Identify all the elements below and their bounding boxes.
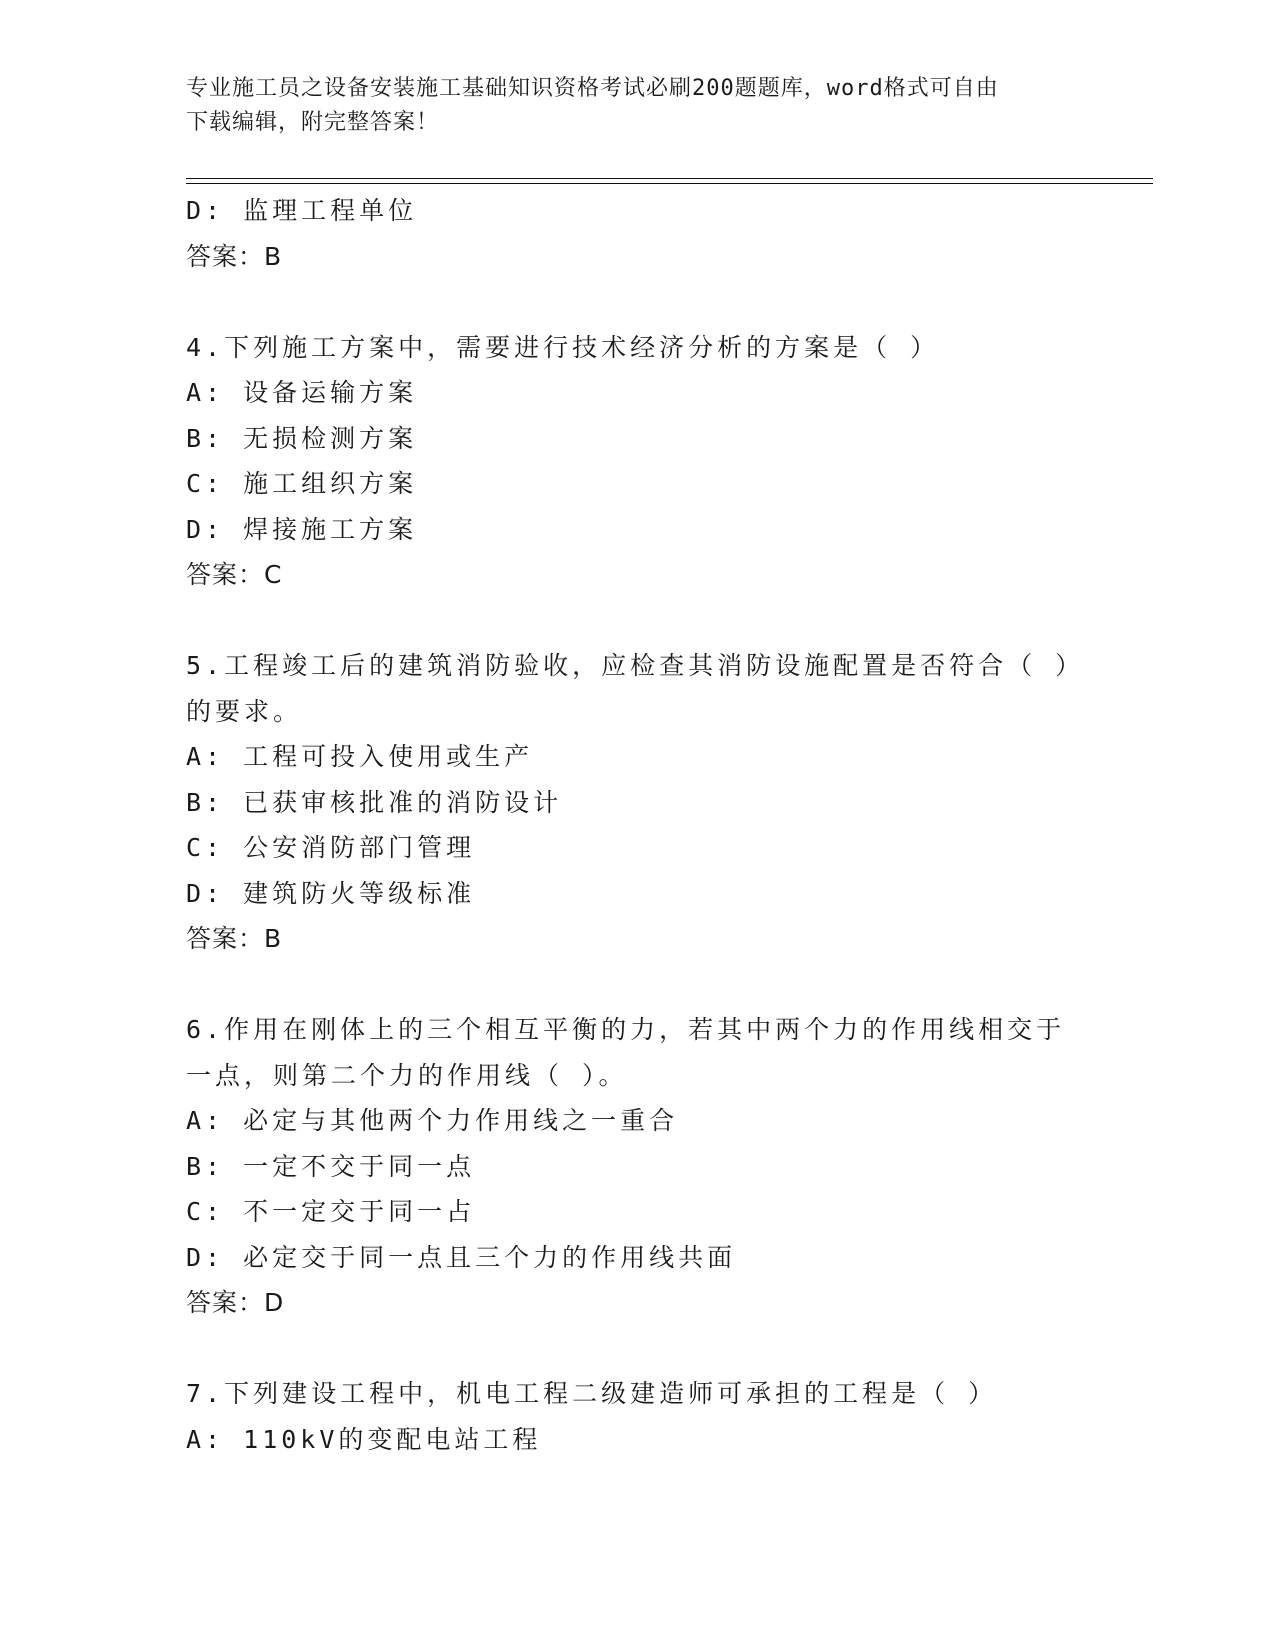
- question-6: [186, 1007, 1086, 1326]
- option-a: A: 110kV的变配电站工程: [186, 1424, 542, 1454]
- spacer: [186, 1326, 1086, 1372]
- question-stem: 7.下列建设工程中，机电工程二级建造师可承担的工程是（ ）: [186, 1379, 998, 1408]
- option-a: A: 工程可投入使用或生产: [186, 742, 534, 771]
- option-c: C: 施工组织方案: [186, 469, 418, 498]
- question-stem-line-2: 的要求。: [186, 696, 303, 726]
- question-stem: 4.下列施工方案中，需要进行技术经济分析的方案是（ ）: [186, 332, 940, 362]
- option-d: D: 建筑防火等级标准: [186, 878, 476, 908]
- question-list: [186, 188, 1086, 1462]
- question-7: [186, 1371, 1086, 1462]
- spacer: [186, 598, 1086, 644]
- answer-line: 答案：C: [186, 560, 283, 589]
- answer-line: 答案：B: [186, 924, 283, 953]
- question-stem-line-1: 6.作用在刚体上的三个相互平衡的力，若其中两个力的作用线相交于: [186, 1015, 1066, 1044]
- question-3-tail: [186, 188, 1086, 279]
- option-b: B: 无损检测方案: [186, 423, 418, 453]
- option-b: B: 一定不交于同一点: [186, 1151, 476, 1181]
- question-5: [186, 643, 1086, 962]
- question-4: [186, 325, 1086, 598]
- option-d: D: 焊接施工方案: [186, 514, 418, 544]
- spacer: [186, 279, 1086, 325]
- question-stem-line-1: 5.工程竣工后的建筑消防验收，应检查其消防设施配置是否符合（ ）: [186, 651, 1085, 680]
- header-title-line-1: 专业施工员之设备安装施工基础知识资格考试必刷200题题库，word格式可自由: [186, 76, 999, 101]
- header-divider-top: [186, 178, 1153, 179]
- answer-line: 答案：D: [186, 1288, 285, 1317]
- option-a: A: 设备运输方案: [186, 378, 418, 407]
- option-d: D: 必定交于同一点且三个力的作用线共面: [186, 1242, 737, 1272]
- document-header: [186, 72, 1066, 140]
- option-d: D: 监理工程单位: [186, 196, 418, 225]
- header-title-line-2: 下载编辑，附完整答案！: [186, 110, 440, 135]
- option-c: C: 公安消防部门管理: [186, 833, 476, 862]
- option-c: C: 不一定交于同一占: [186, 1197, 476, 1226]
- option-a: A: 必定与其他两个力作用线之一重合: [186, 1106, 679, 1135]
- answer-line: 答案：B: [186, 241, 283, 271]
- spacer: [186, 962, 1086, 1008]
- option-b: B: 已获审核批准的消防设计: [186, 787, 563, 817]
- question-stem-line-2: 一点，则第二个力的作用线（ ）。: [186, 1060, 628, 1090]
- header-divider-bottom: [186, 183, 1153, 184]
